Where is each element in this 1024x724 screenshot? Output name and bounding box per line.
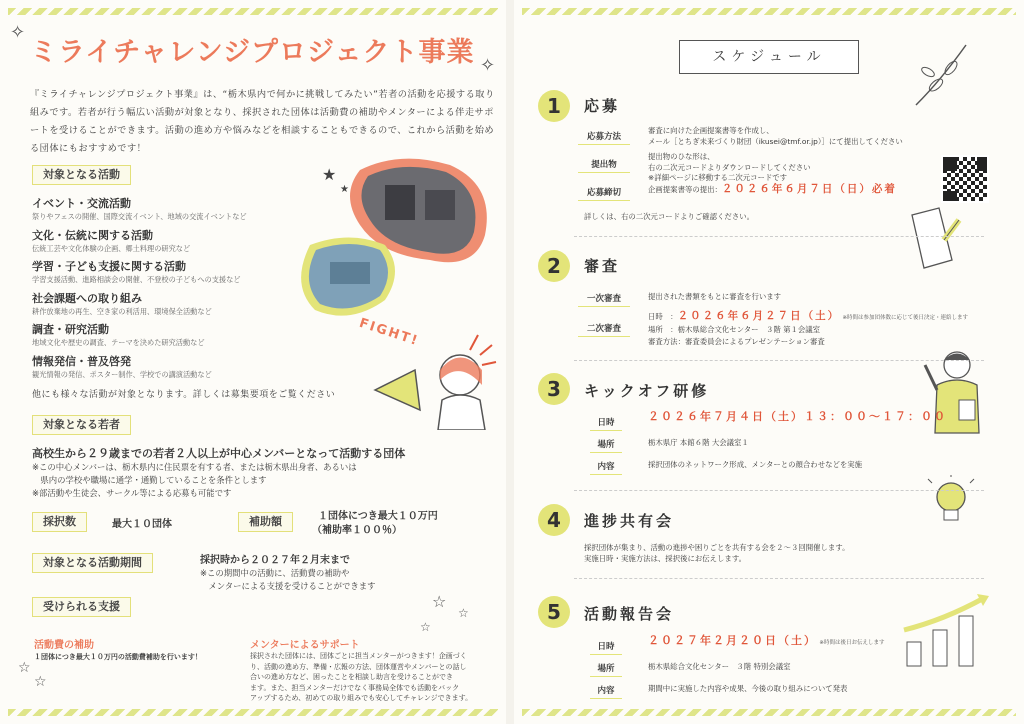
submit-value: [648, 152, 811, 184]
report-content-value: 期間中に実施した内容や成果、今後の取り組みについて発表: [648, 684, 848, 693]
first-review-value: 提出された書類をもとに審査を行います: [648, 292, 782, 301]
note-line: ※この期間中の活動に、活動費の補助や: [200, 568, 350, 578]
divider: [574, 360, 984, 361]
report-place-value: 栃木県総合文化センター ３階 特別会議室: [648, 662, 791, 671]
star-icon: ☆: [420, 620, 431, 634]
list-item: [32, 322, 292, 354]
progress-desc: [584, 543, 849, 564]
activity-desc: 祭りやフェスの開催、国際交流イベント、地域の交流イベントなど: [32, 212, 247, 221]
deadline-date: ２０２６年６月７日（日）必着: [721, 183, 897, 195]
leaf-illustration: [906, 40, 976, 110]
growth-chart-illustration: [899, 590, 994, 670]
sparkle-icon: ✧: [480, 55, 496, 76]
desc-line: 合いの進め方など、困ったことを相談し助言を受けることができ: [250, 673, 453, 681]
bottom-stripe: [8, 709, 498, 716]
star-icon: ☆: [458, 606, 469, 620]
youth-heading: 対象となる若者: [32, 415, 131, 435]
kickoff-place-label: 場所: [586, 438, 626, 450]
report-place-label: 場所: [586, 662, 626, 674]
value-line: メール［とちぎ未来づくり財団（ikusei@tmf.or.jp）］にて提出してください: [648, 136, 903, 146]
desc-line: アップするため、初めての取り組みでも安心してチャレンジできます。: [250, 694, 473, 702]
list-item: [32, 228, 292, 260]
submit-label: 提出物: [574, 158, 634, 170]
note-line: 県内の学校や職場に通学・通勤していることを条件とします: [32, 475, 267, 485]
top-stripe: [8, 8, 498, 15]
activity-desc: 地域文化や歴史の調査、テーマを決めた研究活動など: [32, 338, 205, 347]
period-notes: [200, 567, 376, 592]
method-label: 応募方法: [574, 130, 634, 142]
list-item: [32, 259, 292, 291]
star-icon: ☆: [432, 592, 447, 611]
kickoff-place-value: 栃木県庁 本館６階 大会議室１: [648, 438, 749, 447]
star-icon: ☆: [34, 674, 47, 690]
date-note: ※時間は参加団体数に応じて後日決定・連絡します: [842, 315, 969, 321]
divider: [574, 490, 984, 491]
review-date: ２０２６年６月２７日（土）: [677, 310, 841, 322]
kickoff-date-label: 日時: [586, 416, 626, 428]
report-date: ２０２７年２月２０日（土）: [648, 634, 817, 647]
youth-eligibility: 高校生から２９歳までの若者２人以上が中心メンバーとなって活動する団体: [32, 447, 406, 460]
date-prefix: 日時 ：: [648, 312, 678, 321]
svg-text:★: ★: [322, 165, 337, 184]
value-line: ※詳細ページに移動する二次元コードです: [648, 173, 788, 182]
step-number-2: 2: [538, 250, 570, 282]
page-title: ミライチャレンジプロジェクト事業: [30, 37, 475, 68]
activity-title: イベント・交流活動: [32, 197, 131, 210]
activity-desc: 観光情報の発信、ポスター制作、学校での講演活動など: [32, 369, 212, 379]
date-note: ※時間は後日お伝えします: [819, 640, 885, 646]
support-label: 受けられる支援: [32, 597, 131, 617]
method-value: [648, 126, 903, 147]
bottom-stripe: [522, 709, 1016, 716]
list-item: [32, 196, 292, 228]
youth-notes: [32, 461, 357, 500]
support-subsidy-desc: １団体につき最大１０万円の活動費補助を行います！: [34, 653, 202, 661]
apply-note: 詳しくは、右の二次元コードよりご確認ください。: [584, 212, 754, 221]
report-date-value: [648, 636, 884, 649]
step-title-kickoff: キックオフ研修: [584, 382, 710, 400]
desc-line: り、活動の進め方、準備・広報の方法、団体運営やメンバーとの話し: [250, 662, 467, 671]
step-number-5: 5: [538, 596, 570, 628]
activity-desc: 耕作放棄地の再生、空き家の利活用、環境保全活動など: [32, 306, 212, 316]
right-page: [514, 0, 1024, 724]
photo-collage: [290, 150, 500, 330]
desc-line: 採択された団体には、団体ごとに担当メンターがつきます！企画づく: [250, 652, 467, 660]
other-activities-note: 他にも様々な活動が対象となります。詳しくは募集要項をご覧ください: [32, 390, 336, 400]
note-line: ※この中心メンバーは、栃木県内に住民票を有する者、または栃木県出身者、あるいは: [32, 462, 357, 472]
desc-line: 採択団体が集まり、活動の進捗や困りごとを共有する会を２〜３回開催します。: [584, 543, 850, 552]
activity-title: 学習・子ども支援に関する活動: [32, 260, 186, 273]
left-page: [0, 0, 506, 724]
divider: [574, 236, 984, 237]
step-title-apply: 応募: [584, 97, 621, 115]
list-item: [32, 291, 292, 323]
activity-title: 文化・伝統に関する活動: [32, 228, 153, 242]
sparkle-icon: ✧: [10, 22, 26, 43]
support-mentor-desc: [250, 651, 495, 704]
desc-line: ます。また、担当メンターだけでなく事務局全体でも活動をバック: [250, 683, 460, 692]
lightbulb-icon: [926, 475, 976, 535]
step-title-review: 審査: [584, 257, 621, 275]
second-review-place: 場所 ：栃木県総合文化センター ３階 第１会議室: [648, 325, 821, 334]
subsidy-rate: （補助率１００％）: [312, 525, 402, 536]
activity-title: 調査・研究活動: [32, 323, 109, 336]
deadline-label: 応募締切: [574, 186, 634, 198]
step-number-1: 1: [538, 90, 570, 122]
activity-title: 情報発信・普及啓発: [32, 354, 131, 368]
kickoff-content-value: 採択団体のネットワーク形成、メンターとの顔合わせなどを実施: [648, 460, 863, 469]
activity-title: 社会課題への取り組み: [32, 291, 142, 305]
activities-heading: 対象となる活動: [32, 165, 131, 185]
second-review-date: [648, 311, 968, 324]
value-line: 提出物のひな形は、: [648, 152, 715, 161]
support-mentor-title: メンターによるサポート: [250, 640, 360, 651]
svg-text:★: ★: [340, 184, 349, 195]
second-review-label: 二次審査: [574, 322, 634, 334]
step-title-report: 活動報告会: [584, 605, 675, 623]
support-subsidy-title: 活動費の補助: [34, 640, 94, 651]
desc-line: 実施日時・実施方法は、採択後にお伝えします。: [584, 553, 747, 563]
qr-code[interactable]: [941, 155, 989, 203]
schedule-title: スケジュール: [679, 40, 859, 74]
kickoff-content-label: 内容: [586, 460, 626, 472]
period-label: 対象となる活動期間: [32, 553, 153, 573]
kickoff-date-value: ２０２６年７月４日（土）１３：００〜１７：００: [648, 410, 947, 423]
report-content-label: 内容: [586, 684, 626, 696]
deadline-value: [648, 184, 897, 196]
top-stripe: [522, 8, 1016, 15]
girl-megaphone-illustration: [370, 330, 500, 430]
activity-desc: 伝統工芸や文化体験の企画、郷土料理の研究など: [32, 243, 191, 253]
subsidy-label: 補助額: [238, 512, 293, 532]
divider: [574, 578, 984, 579]
first-review-label: 一次審査: [574, 292, 634, 304]
activity-desc: 学習支援活動、進路相談会の開催、不登校の子どもへの支援など: [32, 275, 241, 284]
note-line: メンターによる支援を受けることができます: [200, 580, 376, 591]
star-icon: ☆: [18, 660, 31, 676]
period-value: 採択時から２０２７年２月末まで: [200, 555, 350, 566]
second-review-method: 審査方法：審査委員会によるプレゼンテーション審査: [648, 337, 825, 346]
subsidy-value: １団体につき最大１０万円: [318, 511, 438, 522]
deadline-prefix: 企画提案書等の提出：: [648, 185, 722, 194]
step-title-progress: 進捗共有会: [584, 512, 675, 530]
adopt-count-value: 最大１０団体: [112, 519, 172, 530]
step-number-3: 3: [538, 373, 570, 405]
adopt-count-label: 採択数: [32, 512, 87, 532]
intro-text: 『ミライチャレンジプロジェクト事業』は、“栃木県内で何かに挑戦してみたい”若者の活動を応援する取り組みです。若者が行う幅広い活動が対象となり、採択された団体は活動費の補助やメンターによる伴走サポートを受けることができます。活動の進め方や悩みなどを相談することもできるので、これから活動を始める団体にもおすすめです！: [30, 89, 495, 154]
value-line: 審査に向けた企画提案書等を作成し、: [648, 126, 774, 135]
fight-text: FIGHT!: [357, 315, 421, 350]
step-number-4: 4: [538, 504, 570, 536]
activity-list: [32, 196, 292, 385]
value-line: 右の二次元コードよりダウンロードしてください: [648, 162, 811, 172]
paper-pencil-illustration: [904, 200, 964, 275]
list-item: [32, 354, 292, 386]
note-line: ※部活動や生徒会、サークル等による応募も可能です: [32, 488, 232, 498]
report-date-label: 日時: [586, 640, 626, 652]
